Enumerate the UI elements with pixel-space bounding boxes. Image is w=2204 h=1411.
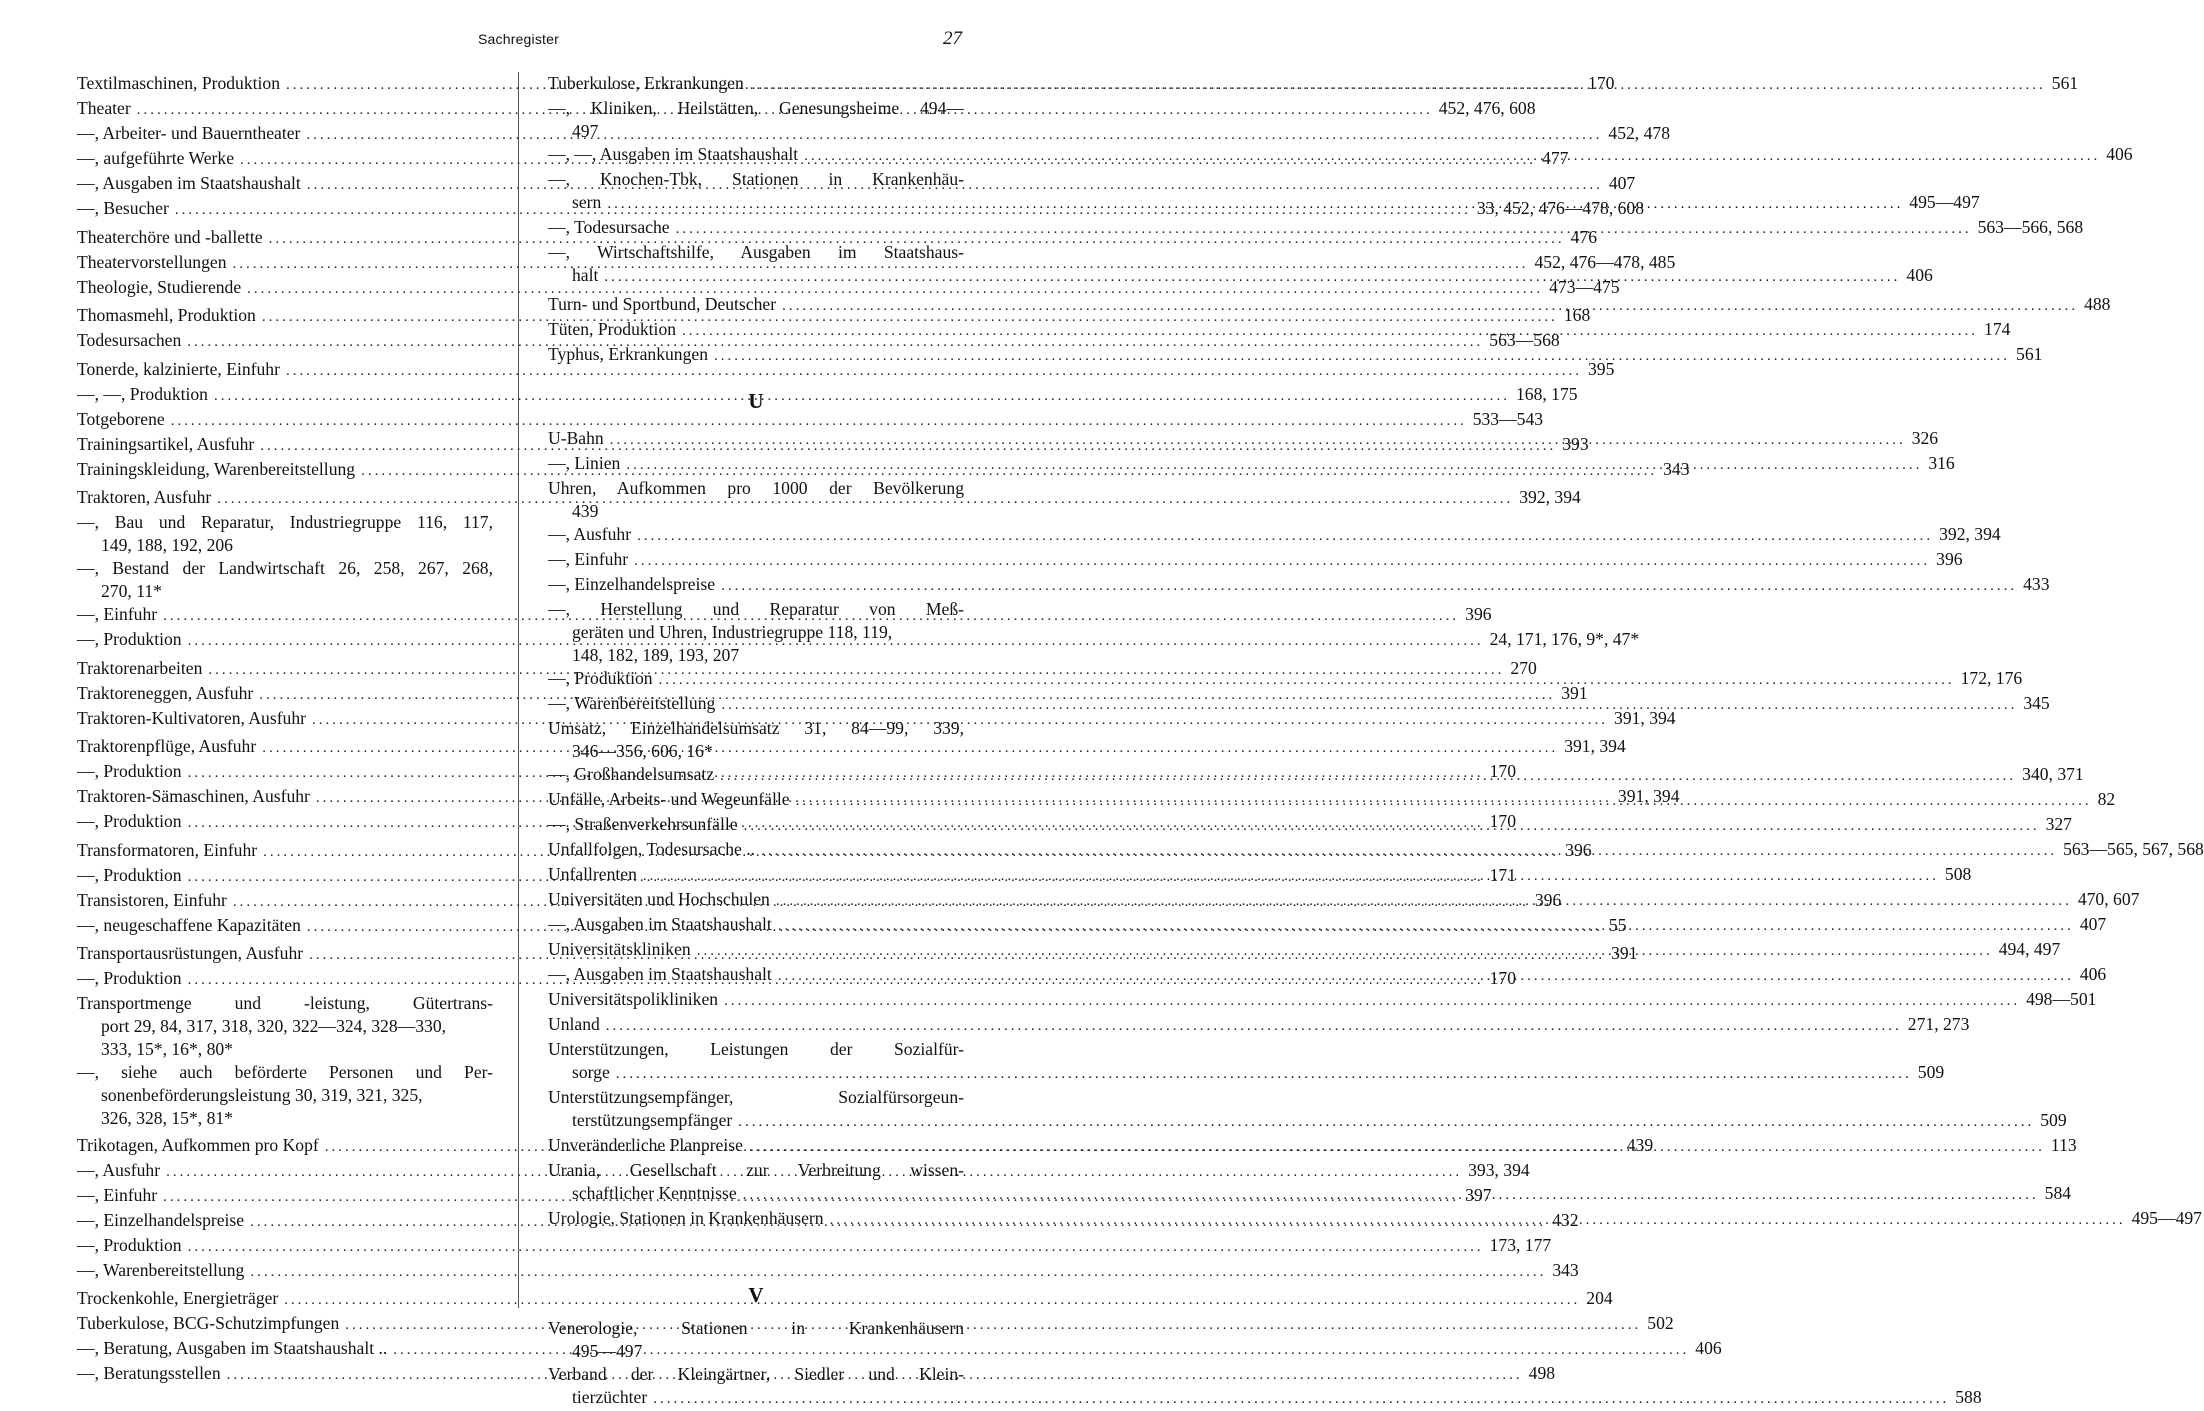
page-references: 170 xyxy=(1588,73,1615,93)
page-references: 494, 497 xyxy=(1998,938,2061,959)
index-term: —, Ausgaben im Staatshaushalt xyxy=(548,913,772,934)
page-references: 345 xyxy=(2023,692,2050,713)
index-entry xyxy=(548,740,964,763)
index-term: —, Straßenverkehrsunfälle xyxy=(548,813,738,834)
index-term: terstützungsempfänger xyxy=(572,1109,733,1130)
page-references: 439 xyxy=(1626,1134,1654,1155)
index-term: —, —, Ausgaben im Staatshaushalt xyxy=(548,144,799,164)
index-term: —, Besucher xyxy=(77,198,169,218)
page-references: 270 xyxy=(1510,657,1537,678)
index-term: —, Einfuhr xyxy=(77,1184,158,1205)
index-term: Universitätspolikliniken xyxy=(548,988,719,1009)
page-references: 391 xyxy=(1561,682,1588,703)
page-references: 173, 177 xyxy=(1489,1234,1552,1255)
dot-leader xyxy=(606,1015,1902,1038)
page-references: 477 xyxy=(1542,148,1569,168)
page-references: 495—497 xyxy=(2131,1207,2202,1228)
index-term: geräten und Uhren, Industriegruppe 118, 119, xyxy=(572,621,893,642)
index-term: —, Bestand der Landwirtschaft 26, 258, 267, 268, xyxy=(77,558,493,578)
page-references: 396 xyxy=(1534,889,1562,910)
index-entry xyxy=(77,383,1578,408)
index-term: Urologie, Stationen in Krankenhäusern xyxy=(548,1207,824,1228)
dot-leader xyxy=(616,1063,1912,1086)
index-entry xyxy=(77,1259,1579,1284)
index-term: Unfälle, Arbeits- und Wegeunfälle xyxy=(548,788,790,809)
index-term: Traktoreneggen, Ausfuhr xyxy=(77,682,254,703)
page-references: 343 xyxy=(1552,1259,1579,1280)
page-references: 452, 478 xyxy=(1608,123,1670,143)
index-term: 497 xyxy=(572,121,599,141)
page-references: 392, 394 xyxy=(1939,523,2001,544)
page-references: 391, 394 xyxy=(1614,707,1676,728)
index-entry xyxy=(77,1234,1552,1259)
index-entry xyxy=(77,992,493,1015)
page-references: 24, 171, 176, 9*, 47* xyxy=(1489,629,1640,649)
page-references: 563—566, 568 xyxy=(1977,217,2084,237)
index-term: Venerologie, Stationen in Krankenhäusern xyxy=(548,1317,964,1338)
index-term: —, Todesursache xyxy=(548,217,670,237)
index-entry xyxy=(77,534,493,557)
page-references: 113 xyxy=(2050,1134,2077,1155)
index-term: 439 xyxy=(572,500,599,521)
index-entry xyxy=(548,523,2001,548)
page-references: 391, 394 xyxy=(1564,736,1626,756)
dot-leader xyxy=(659,669,1955,692)
page-references: 168, 175 xyxy=(1515,383,1578,404)
page-references: 174 xyxy=(1984,318,2011,339)
dot-leader xyxy=(626,454,1922,477)
index-term: —, Wirtschaftshilfe, Ausgaben im Staatshaus- xyxy=(548,242,964,262)
page-references: 498—501 xyxy=(2026,988,2097,1009)
index-entry xyxy=(548,1086,964,1109)
index-term: Trockenkohle, Energieträger xyxy=(77,1288,279,1308)
index-term: —, Bau und Reparatur, Industriegruppe 116, 117, xyxy=(77,512,493,532)
page-references: 396 xyxy=(1565,839,1592,860)
dot-leader xyxy=(634,550,1930,573)
page-references: 82 xyxy=(2097,788,2116,809)
index-term: Unveränderliche Planpreise xyxy=(548,1134,743,1155)
index-term: Traktorenpflüge, Ausfuhr xyxy=(77,736,257,756)
page-references: 508 xyxy=(1944,863,1972,884)
dot-leader xyxy=(697,940,1993,963)
index-term: —, —, Produktion xyxy=(77,383,208,404)
dot-leader xyxy=(830,1209,2126,1232)
page-references: 397 xyxy=(1465,1184,1492,1205)
index-term: Traktorenarbeiten xyxy=(77,657,203,678)
page-header xyxy=(0,28,1024,52)
dot-leader xyxy=(720,765,2016,788)
dot-leader xyxy=(743,1184,2039,1207)
index-term: —, Produktion xyxy=(77,629,182,649)
index-entry xyxy=(77,358,1615,383)
index-term: 270, 11* xyxy=(101,581,162,601)
page-references: 171 xyxy=(1489,864,1516,885)
index-term: 333, 15*, 16*, 80* xyxy=(101,1039,233,1059)
index-entry xyxy=(77,1015,493,1038)
index-term: Universitäten und Hochschulen xyxy=(548,888,770,909)
dot-leader xyxy=(610,429,1906,452)
page-references: 563—568 xyxy=(1489,330,1560,350)
page-references: 170 xyxy=(1489,811,1516,831)
index-term: —, Warenbereitstellung xyxy=(548,692,716,713)
index-term: Universitätskliniken xyxy=(548,938,691,959)
index-entry xyxy=(548,1038,964,1061)
index-entry xyxy=(548,988,2097,1013)
index-term: tierzüchter xyxy=(572,1386,648,1407)
index-entry xyxy=(548,1340,964,1363)
page-references: 502 xyxy=(1647,1313,1674,1333)
index-entry xyxy=(548,1317,964,1340)
index-entry xyxy=(77,1107,493,1130)
dot-leader xyxy=(604,266,1900,289)
page-references: 406 xyxy=(1906,265,1933,285)
index-term: Textilmaschinen, Produktion xyxy=(77,73,281,93)
dot-leader xyxy=(345,1314,1641,1337)
index-term: schaftlicher Kenntnisse xyxy=(572,1182,737,1203)
index-term: Unland xyxy=(548,1013,600,1034)
dot-leader xyxy=(721,575,2017,598)
index-term: Totgeborene xyxy=(77,408,165,429)
index-term: Unfallfolgen, Todesursache .. xyxy=(548,838,756,859)
index-entry xyxy=(548,1363,964,1386)
page-references: 395 xyxy=(1587,358,1615,379)
page-references: 172, 176 xyxy=(1960,667,2023,688)
dot-leader xyxy=(738,1111,2034,1134)
page-references: 533—543 xyxy=(1472,408,1544,429)
index-term: 326, 328, 15*, 81* xyxy=(101,1108,233,1128)
index-term: —, Linien xyxy=(548,452,621,473)
index-term: Traktoren-Kultivatoren, Ausfuhr xyxy=(77,707,307,728)
dot-leader xyxy=(653,1388,1949,1411)
index-term: sonenbeförderungsleistung 30, 319, 321, 325, xyxy=(101,1085,423,1105)
index-term: 346—356, 606, 16* xyxy=(572,740,713,761)
page-references: 170 xyxy=(1489,968,1516,988)
dot-leader xyxy=(637,525,1933,548)
index-term: Umsatz, Einzelhandelsumsatz 31, 84—99, 339, xyxy=(548,717,964,738)
index-entry xyxy=(548,1061,1945,1086)
index-term: —, Produktion xyxy=(548,667,653,688)
index-entry xyxy=(548,168,964,191)
index-term: sern xyxy=(572,192,602,212)
index-term: Traktoren, Ausfuhr xyxy=(77,487,212,507)
index-term: Transportausrüstungen, Ausfuhr xyxy=(77,943,304,963)
page-references: 327 xyxy=(2045,813,2072,834)
dot-leader xyxy=(778,915,2074,938)
index-term: —, Großhandelsumsatz xyxy=(548,763,715,784)
page-references: 340, 371 xyxy=(2022,763,2084,784)
index-term: —, aufgeführte Werke xyxy=(77,148,235,168)
index-entry xyxy=(548,97,964,120)
index-term: 495—497 xyxy=(572,1340,643,1361)
dot-leader xyxy=(778,965,2074,988)
index-entry xyxy=(548,1386,1982,1411)
index-term: Thomasmehl, Produktion xyxy=(77,305,256,325)
page-references: 476 xyxy=(1570,226,1598,247)
index-term: —, Einfuhr xyxy=(548,548,629,569)
index-term: —, Beratungsstellen xyxy=(77,1363,221,1383)
running-title: Sachregister xyxy=(478,31,559,47)
page-references: 473—475 xyxy=(1549,276,1620,297)
index-term: Trikotagen, Aufkommen pro Kopf xyxy=(77,1134,319,1155)
index-term: —, Herstellung und Reparatur von Meß- xyxy=(548,598,964,619)
page-references: 495—497 xyxy=(1909,192,1980,212)
index-term: —, Einzelhandelspreise xyxy=(548,573,716,594)
index-entry xyxy=(77,1038,493,1061)
index-term: Trainingsartikel, Ausfuhr xyxy=(77,433,255,454)
dot-leader xyxy=(724,990,2020,1013)
dot-leader xyxy=(714,345,2010,368)
index-term: —, Ausgaben im Staatshaushalt xyxy=(77,173,301,193)
index-term: —, Ausgaben im Staatshaushalt xyxy=(548,963,772,984)
page-references: 498 xyxy=(1528,1363,1556,1383)
index-term: Tüten, Produktion xyxy=(548,318,677,339)
dot-leader xyxy=(782,295,2078,318)
page-references: 204 xyxy=(1586,1288,1613,1308)
index-term: —, Warenbereitstellung xyxy=(77,1259,245,1280)
page-references: 407 xyxy=(2079,913,2107,934)
index-term: Theologie, Studierende xyxy=(77,276,242,297)
page-references: 406 xyxy=(2079,963,2107,984)
page-references: 326 xyxy=(1911,427,1939,448)
dot-leader xyxy=(796,790,2092,813)
page-references: 392, 394 xyxy=(1519,487,1581,507)
dot-leader xyxy=(682,320,1978,343)
index-term: —, Ausfuhr xyxy=(77,1159,161,1180)
index-term: —, Produktion xyxy=(77,864,182,885)
index-term: Unterstützungen, Leistungen der Sozialfür- xyxy=(548,1038,964,1059)
index-term: —, Einzelhandelspreise xyxy=(77,1209,245,1230)
index-entry xyxy=(77,1084,493,1107)
dot-leader xyxy=(749,1136,2045,1159)
page-number: 27 xyxy=(943,28,962,49)
index-term: Trainingskleidung, Warenbereitstellung xyxy=(77,458,356,479)
index-term: —, Arbeiter- und Bauerntheater xyxy=(77,123,301,143)
index-term: halt xyxy=(572,265,599,285)
index-term: Transformatoren, Einfuhr xyxy=(77,839,258,860)
index-term: Transportmenge und -leistung, Gütertrans- xyxy=(77,993,493,1013)
index-entry xyxy=(548,120,964,143)
index-term: port 29, 84, 317, 318, 320, 322—324, 328—330, xyxy=(101,1016,447,1036)
index-entry xyxy=(548,477,964,500)
page-references: 452, 476—478, 485 xyxy=(1534,251,1676,272)
page-references: 488 xyxy=(2084,293,2111,314)
dot-leader xyxy=(804,145,2100,168)
page-references: 406 xyxy=(1695,1338,1722,1358)
page-references: 588 xyxy=(1955,1386,1982,1407)
index-entry xyxy=(548,500,964,523)
index-term: Traktoren-Sämaschinen, Ausfuhr xyxy=(77,786,310,806)
page-references: 452, 476, 608 xyxy=(1438,98,1536,118)
page-references: 470, 607 xyxy=(2077,888,2140,909)
page-references: 407 xyxy=(1608,173,1636,193)
index-term: Urania, Gesellschaft zur Verbreitung wissen- xyxy=(548,1159,964,1180)
index-term: 148, 182, 189, 193, 207 xyxy=(572,644,740,665)
page-references: 33, 452, 476—478, 608 xyxy=(1476,198,1644,218)
index-entry xyxy=(548,621,964,644)
page-references: 391, 394 xyxy=(1617,786,1680,806)
page-references: 396 xyxy=(1936,548,1963,569)
dot-leader xyxy=(721,694,2017,717)
page-references: 316 xyxy=(1928,452,1955,473)
index-entry xyxy=(548,573,2050,598)
index-term: —, Produktion xyxy=(77,1234,182,1255)
index-term: —, Kliniken, Heilstätten, Genesungsheime 494— xyxy=(548,98,964,118)
index-entry xyxy=(77,557,493,580)
index-entry xyxy=(77,276,1620,301)
page-references: 271, 273 xyxy=(1907,1013,1970,1034)
index-term: —, Ausfuhr xyxy=(548,523,632,544)
index-entry xyxy=(77,511,493,534)
page-references: 391 xyxy=(1611,943,1638,963)
index-term: Theaterchöre und -ballette xyxy=(77,226,263,247)
dot-leader xyxy=(750,74,2046,97)
page-references: 561 xyxy=(2051,73,2079,93)
page-references: 432 xyxy=(1552,1209,1579,1230)
index-term: Tonerde, kalzinierte, Einfuhr xyxy=(77,358,280,379)
index-entry xyxy=(548,241,964,264)
page-references: 563—565, 567, 568 xyxy=(2063,838,2204,859)
index-term: —, Beratung, Ausgaben im Staatshaushalt .. xyxy=(77,1338,388,1358)
index-term: Unterstützungsempfänger, Sozialfürsorgeun- xyxy=(548,1086,964,1107)
index-term: Unfallrenten xyxy=(548,863,637,884)
page-references: 396 xyxy=(1465,604,1492,624)
index-term: Theatervorstellungen xyxy=(77,251,227,272)
index-term: Typhus, Erkrankungen xyxy=(548,343,709,364)
index-entry xyxy=(548,598,964,621)
index-entry xyxy=(77,1287,1613,1312)
page-references: 343 xyxy=(1663,458,1690,479)
page-references: 584 xyxy=(2044,1182,2072,1203)
dot-leader xyxy=(776,890,2072,913)
page-references: 509 xyxy=(2040,1109,2067,1130)
index-entry xyxy=(548,1159,964,1182)
index-term: Verband der Kleingärtner, Siedler und Klein- xyxy=(548,1363,964,1384)
index-term: —, Produktion xyxy=(77,811,182,831)
index-term: U-Bahn xyxy=(548,427,604,448)
index-term: Tuberkulose, BCG-Schutzimpfungen xyxy=(77,1313,340,1333)
index-term: 149, 188, 192, 206 xyxy=(101,535,233,555)
page-references: 393 xyxy=(1562,433,1589,454)
index-term: —, neugeschaffene Kapazitäten xyxy=(77,914,301,935)
index-term: Todesursachen xyxy=(77,330,182,350)
page-references: 55 xyxy=(1608,914,1627,935)
index-term: —, Knochen-Tbk, Stationen in Krankenhäu- xyxy=(548,169,964,189)
index-term: Uhren, Aufkommen pro 1000 der Bevölkerung xyxy=(548,477,964,498)
index-term: Theater xyxy=(77,98,131,118)
index-term: —, Produktion xyxy=(77,761,182,781)
page-references: 168 xyxy=(1563,305,1591,325)
page-references: 406 xyxy=(2106,144,2133,164)
index-entry xyxy=(77,408,1544,433)
page-references: 170 xyxy=(1489,761,1516,781)
index-entry xyxy=(548,1109,2067,1134)
dot-leader xyxy=(676,218,1972,241)
index-term: —, siehe auch beförderte Personen und Per- xyxy=(77,1062,493,1082)
section-letter-v: V xyxy=(748,1282,764,1307)
page-references: 433 xyxy=(2023,573,2050,594)
index-term: sorge xyxy=(572,1061,610,1082)
index-entry xyxy=(77,580,493,603)
page-references: 509 xyxy=(1917,1061,1945,1082)
page-references: 561 xyxy=(2016,343,2043,364)
index-term: —, Einfuhr xyxy=(77,604,158,624)
dot-leader xyxy=(607,193,1903,216)
index-entry xyxy=(548,717,964,740)
page-references: 393, 394 xyxy=(1468,1159,1530,1180)
index-entry xyxy=(548,1013,1970,1038)
dot-leader xyxy=(643,865,1939,888)
index-entry xyxy=(77,1061,493,1084)
index-term: —, Produktion xyxy=(77,968,182,988)
index-term: Tuberkulose, Erkrankungen xyxy=(548,73,744,93)
index-entry xyxy=(548,343,2043,368)
index-entry xyxy=(548,644,964,667)
index-term: Transistoren, Einfuhr xyxy=(77,889,227,910)
index-term: Turn- und Sportbund, Deutscher xyxy=(548,293,777,314)
dot-leader xyxy=(761,840,2057,863)
index-entry xyxy=(548,548,1963,573)
dot-leader xyxy=(744,815,2040,838)
section-letter-u: U xyxy=(748,388,764,413)
